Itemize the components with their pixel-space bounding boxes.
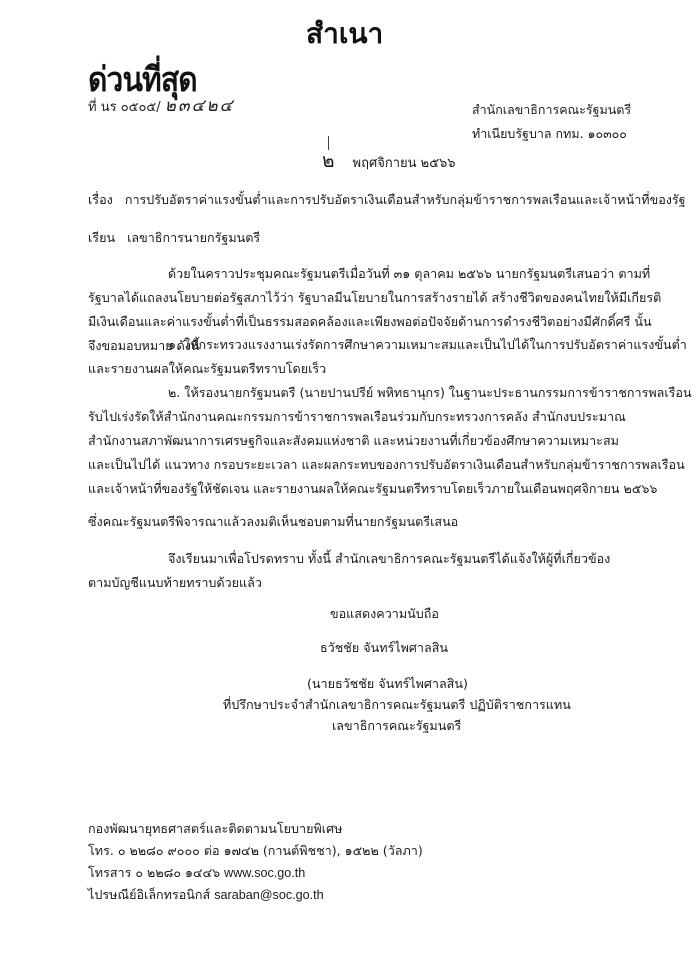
contact-footer (88, 818, 423, 906)
subject-text: การปรับอัตราค่าแรงขั้นต่ำและการปรับอัตราเงินเดือนสำหรับกลุ่มข้าราชการพลเรือนและเจ้าหน้าที่ของรัฐ (124, 192, 686, 207)
body-closing-paragraph (88, 547, 618, 595)
paragraph-line: รับไปเร่งรัดให้สำนักงานคณะกรรมการข้าราชการพลเรือนร่วมกับกระทรวงการคลัง สำนักงบประมาณ (88, 409, 626, 424)
document-number (88, 92, 234, 119)
paragraph-line: รัฐบาลได้แถลงนโยบายต่อรัฐสภาไว้ว่า รัฐบาลมีนโยบายในการสร้างรายได้ สร้างชีวิตของคนไทยให้มีเกียรติ (88, 290, 662, 305)
copy-stamp: สำเนา (306, 17, 384, 50)
recipient-text: เลขาธิการนายกรัฐมนตรี (127, 230, 261, 245)
date-day: ๒ (322, 150, 335, 172)
paragraph-line: จึงเรียนมาเพื่อโปรดทราบ ทั้งนี้ สำนักเลขาธิการคณะรัฐมนตรีได้แจ้งให้ผู้ที่เกี่ยวข้อง (168, 551, 611, 566)
document-number-handwritten: ๒๓๔๒๔ (164, 96, 235, 116)
paragraph-line: ๒. ให้รองนายกรัฐมนตรี (นายปานปรีย์ พหิทธานุกร) ในฐานะประธานกรรมการข้าราชการพลเรือน (168, 385, 692, 400)
footer-division: กองพัฒนายุทธศาสตร์และติดตามนโยบายพิเศษ (88, 821, 343, 836)
body-resolution (88, 510, 618, 534)
recipient-label: เรียน (88, 230, 116, 245)
paragraph-line: สำนักงานสภาพัฒนาการเศรษฐกิจและสังคมแห่งชาติ และหน่วยงานที่เกี่ยวข้องศึกษาความเหมาะสม (88, 433, 619, 448)
address-line-1: สำนักเลขาธิการคณะรัฐมนตรี (472, 102, 632, 117)
body-item-1 (88, 333, 687, 381)
paragraph-line: มีเงินเดือนและค่าแรงขั้นต่ำที่เป็นธรรมสอดคล้องและเพียงพอต่อปัจจัยด้านการดำรงชีวิตอย่างมีศักดิ์ศรี นั้น (88, 314, 652, 329)
paragraph-line: ด้วยในคราวประชุมคณะรัฐมนตรีเมื่อวันที่ ๓๑ ตุลาคม ๒๕๖๖ นายกรัฐมนตรีเสนอว่า ตามที่ (168, 266, 651, 281)
footer-phone: โทร. ๐ ๒๒๘๐ ๙๐๐๐ ต่อ ๑๗๔๒ (กานต์พิชชา), ๑๕๒๒ (วัลภา) (88, 843, 423, 858)
paragraph-line: ซึ่งคณะรัฐมนตรีพิจารณาแล้วลงมติเห็นชอบตามที่นายกรัฐมนตรีเสนอ (88, 514, 459, 529)
footer-email (88, 884, 423, 906)
signer-title-2: เลขาธิการคณะรัฐมนตรี (332, 718, 462, 733)
subject-label: เรื่อง (88, 192, 113, 207)
paragraph-line: จึงขอมอบหมาย ดังนี้ (88, 338, 200, 353)
date-month-year: พฤศจิกายน ๒๕๖๖ (352, 156, 456, 171)
paragraph-line: ตามบัญชีแนบท้ายทราบด้วยแล้ว (88, 575, 262, 590)
sender-address (472, 98, 631, 146)
footer-fax (88, 862, 423, 884)
subject-line (88, 188, 686, 212)
body-item-2 (88, 381, 692, 501)
document-number-prefix: ที่ นร ๐๕๐๕/ (88, 100, 161, 115)
closing-salutation: ขอแสดงความนับถือ (330, 606, 439, 621)
fax-label: โทรสาร ๐ ๒๒๘๐ ๑๔๔๖ (88, 865, 225, 880)
urgency-stamp: ด่วนที่สุด (88, 60, 197, 100)
email-link[interactable]: saraban@soc.go.th (214, 888, 324, 902)
address-line-2: ทำเนียบรัฐบาล กทม. ๑๐๓๐๐ (472, 126, 627, 141)
paragraph-line: ๑. ให้กระทรวงแรงงานเร่งรัดการศึกษาความเหมาะสมและเป็นไปได้ในการปรับอัตราค่าแรงขั้นต่ำ (168, 337, 687, 352)
signature: ธวัชชัย จันทร์ไพศาลสิน (320, 640, 449, 655)
paragraph-line: และเจ้าหน้าที่ของรัฐให้ชัดเจน และรายงานผลให้คณะรัฐมนตรีทราบโดยเร็วภายในเดือนพฤศจิกายน ๒๕๖๖ (88, 481, 658, 496)
website-link[interactable]: www.soc.go.th (224, 866, 306, 880)
paragraph-line: และรายงานผลให้คณะรัฐมนตรีทราบโดยเร็ว (88, 361, 327, 376)
paragraph-line: และเป็นไปได้ แนวทาง กรอบระยะเวลา และผลกระทบของการปรับอัตราเงินเดือนสำหรับกลุ่มข้าราชการพลเรือน (88, 457, 685, 472)
email-label: ไปรษณีย์อิเล็กทรอนิกส์ (88, 887, 215, 902)
recipient-line (88, 226, 260, 250)
signer-title: ที่ปรึกษาประจำสำนักเลขาธิการคณะรัฐมนตรี ปฏิบัติราชการแทน (223, 697, 571, 712)
signer-full-name: (นายธวัชชัย จันทร์ไพศาลสิน) (307, 676, 468, 691)
document-date (322, 146, 456, 176)
